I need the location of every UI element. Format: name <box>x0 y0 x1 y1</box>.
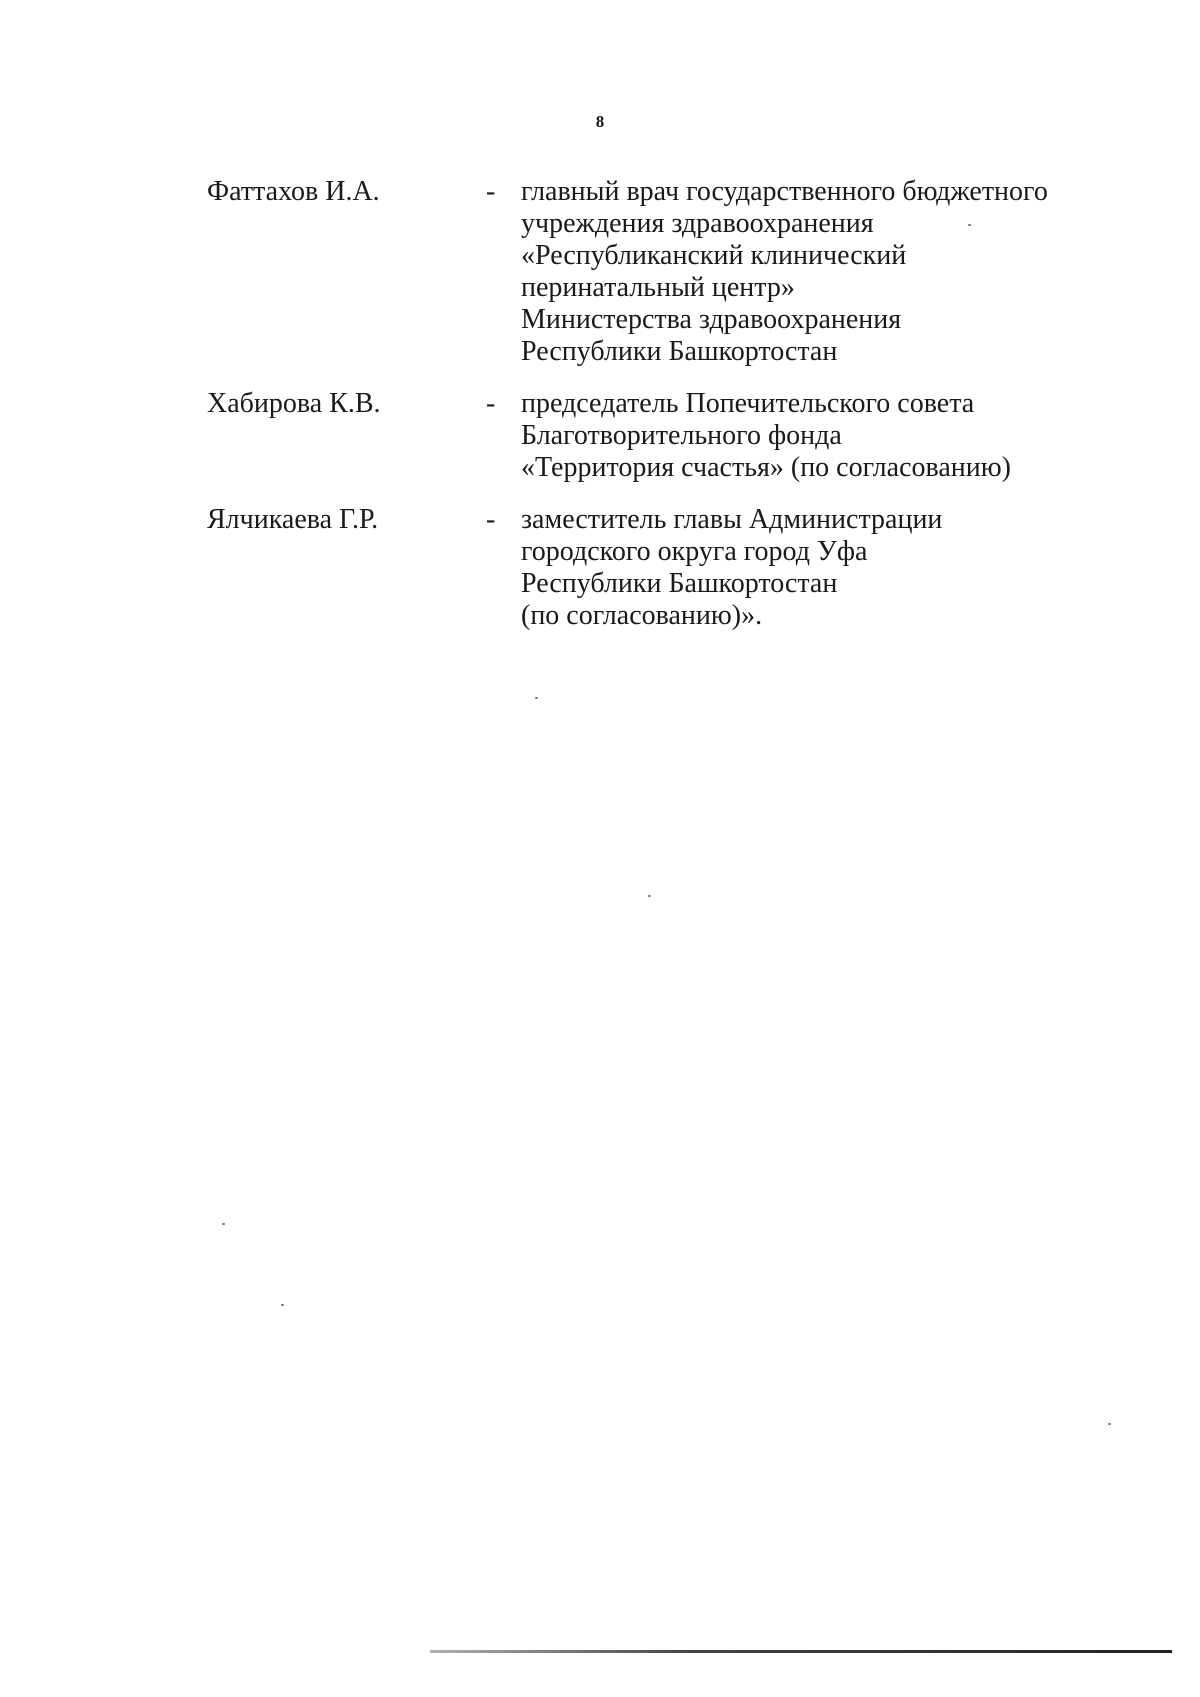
position-line: перинатальный центр» <box>521 272 795 303</box>
position-line: (по согласованию)». <box>521 600 763 631</box>
member-position <box>521 176 1081 368</box>
position-line: городского округа город Уфа <box>521 536 868 567</box>
position-line: Республики Башкортостан <box>521 336 838 367</box>
member-name: Фаттахов И.А. <box>207 176 380 207</box>
member-position <box>521 504 1081 632</box>
entry-dash: - <box>486 176 496 207</box>
entry-dash: - <box>486 504 496 535</box>
position-line: «Территория счастья» (по согласованию) <box>521 452 1011 483</box>
position-line: председатель Попечительского совета <box>521 388 975 419</box>
entry-dash: - <box>486 388 496 419</box>
member-entry <box>0 504 1200 632</box>
member-name: Хабирова К.В. <box>207 388 381 419</box>
member-name: Ялчикаева Г.Р. <box>207 504 379 535</box>
scan-speck <box>648 895 651 897</box>
position-line: учреждения здравоохранения <box>521 208 874 239</box>
position-line: Республики Башкортостан <box>521 568 838 599</box>
member-entry <box>0 388 1200 484</box>
member-list <box>0 176 1200 632</box>
scan-speck <box>222 1223 225 1225</box>
footer-rule <box>430 1650 1172 1653</box>
scan-speck <box>535 697 538 699</box>
position-line: «Республиканский клинический <box>521 240 907 271</box>
member-entry <box>0 176 1200 368</box>
scan-speck <box>281 1304 284 1306</box>
position-line: заместитель главы Администрации <box>521 504 943 535</box>
position-line: Благотворительного фонда <box>521 420 842 451</box>
member-position <box>521 388 1081 484</box>
position-line: Министерства здравоохранения <box>521 304 902 335</box>
page-number: 8 <box>595 112 605 131</box>
scan-speck <box>968 224 971 226</box>
scan-speck <box>1108 1423 1111 1425</box>
position-line: главный врач государственного бюджетного <box>521 176 1048 207</box>
